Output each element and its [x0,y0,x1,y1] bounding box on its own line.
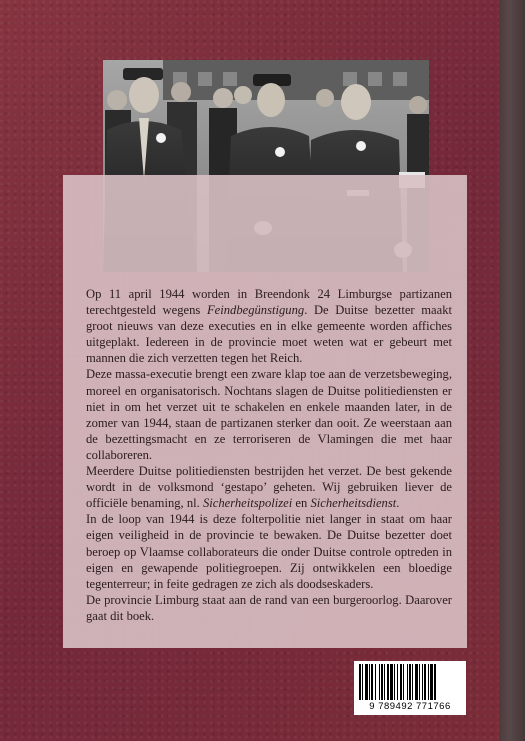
paragraph-intro [86,286,452,366]
barcode-bar [422,664,423,700]
isbn-number: 9 789492 771766 [369,701,451,712]
paragraph-collaborators: In de loop van 1944 is deze folterpolitie niet langer in staat om haar eigen veiligheid in de provincie te bewaken. De Duitse bezetter doet beroep op Vlaamse collaborateurs die onder Duitse controle optreden in eigen en gewapende politiegroepen. Zij ontwikkelen een bloedige tegenterreur; in feite gedragen ze zich als doodseskaders. [86,512,452,591]
barcode-bar [409,664,411,700]
police-start: Meerdere Duitse politiediensten bestrijden het verzet. De best gekende wordt in de volksmond ‘gestapo’ geheten. Wij gebruiken liever de officiële benaming, nl. [86,464,452,511]
back-cover-text [86,286,452,624]
police-end: . [396,496,400,511]
intro-end: . De Duitse bezetter maakt groot nieuws van deze executies en in elke gemeente worden affiches uitgeplakt. Iedereen in de provincie moet weten wat er gebeurt met mannen die zich verzetten tegen het Reich. [86,303,452,366]
barcode-bar [371,664,373,700]
barcode-bars [359,664,461,700]
barcode-bar [359,664,361,700]
barcode-bar [394,664,395,700]
barcode-bar [381,664,383,700]
barcode-bar [369,664,370,700]
term-sicherheitspolizei: Sicherheitspolizei [202,496,293,511]
paragraph-police [86,463,452,511]
barcode-bar [430,664,433,700]
barcode-bar [419,664,420,700]
barcode-bar [387,664,389,700]
barcode-bar [407,664,408,700]
barcode-bar [379,664,380,700]
barcode-bar [384,664,385,700]
barcode-bar [375,664,376,700]
barcode-bar [403,664,404,700]
term-feindbeguenstigung: Feindbegünstigung [206,303,305,318]
barcode-bar [400,664,402,700]
barcode-bar [365,664,368,700]
paragraph-impact: Deze massa-executie brengt een zware klap toe aan de verzetsbeweging, moreel en organisatorisch. Nochtans slagen de Duitse politiediensten er niet in om het verzet uit te schakelen en enkele maanden later, in de zomer van 1944, staan de partizanen sterker dan ooit. Ze weerstaan aan de bezettingsmacht en ze terroriseren de Vlamingen die met haar collaboreren. [86,367,452,462]
barcode-bar [428,664,429,700]
book-spine [499,0,525,741]
barcode-bar [397,664,398,700]
paragraph-conclusion: De provincie Limburg staat aan de rand van een burgeroorlog. Daarover gaat dit boek. [86,592,452,623]
barcode-bar [434,664,436,700]
barcode-bar [362,664,363,700]
barcode-bar [424,664,426,700]
isbn-barcode [354,661,466,715]
barcode-bar [412,664,413,700]
police-and: en [292,496,311,511]
barcode-bar [390,664,393,700]
barcode-bar [415,664,418,700]
term-sicherheitsdienst: Sicherheitsdienst [310,496,397,511]
intro-start: Op 11 april 1944 worden in Breendonk 24 Limburgse partizanen terechtgesteld wegens [86,287,452,318]
